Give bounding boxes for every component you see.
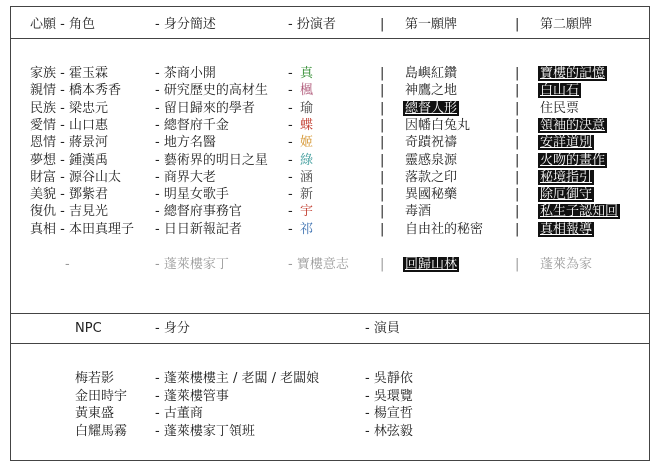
row-separator: |	[380, 135, 385, 151]
row-separator: |	[380, 152, 385, 168]
npc-role: - 蓬萊樓家丁領班	[155, 423, 255, 439]
row-separator: |	[380, 187, 385, 203]
npc-header-actor: - 演員	[365, 321, 400, 336]
row-wish-role: 民族 - 梁忠元	[30, 100, 108, 116]
row-actor: 綠	[300, 152, 314, 168]
row-first-card: 總督人形	[405, 100, 458, 116]
row-second-card: 白山石	[540, 83, 580, 99]
row-separator: |	[515, 135, 520, 151]
row-wish-role: 財富 - 源谷山太	[30, 169, 121, 185]
row-actor: 楓	[300, 83, 314, 99]
row-actor: 新	[300, 187, 314, 203]
row-actor: 祁	[300, 221, 314, 237]
row-wish-role: 恩情 - 蔣景河	[30, 135, 108, 151]
row-actor-dash: -	[288, 169, 293, 185]
row-first-card: 因幡白兔丸	[405, 117, 471, 133]
row-actor-dash: -	[288, 135, 293, 151]
extra-separator: |	[515, 257, 520, 272]
row-first-card: 島嶼紅鑽	[405, 66, 458, 81]
row-identity: - 藝術界的明日之星	[155, 152, 268, 168]
row-second-card: 寶樓的記憶	[540, 66, 606, 81]
row-actor: 宇	[300, 204, 314, 220]
row-identity: - 日日新報記者	[155, 221, 242, 237]
npc-role: - 蓬萊樓管事	[155, 388, 229, 404]
extra-second-card: 蓬萊為家	[540, 257, 593, 272]
row-separator: |	[515, 169, 520, 185]
npc-actor: - 吳環覽	[365, 388, 413, 404]
row-actor-dash: -	[288, 83, 293, 99]
row-identity: - 商界大老	[155, 169, 216, 185]
row-actor-dash: -	[288, 117, 293, 133]
row-second-card: 除厄御守	[540, 187, 593, 203]
row-actor: 蝶	[300, 117, 314, 133]
npc-role: - 蓬萊樓樓主 / 老闆 / 老闆娘	[155, 371, 320, 386]
npc-name: 白耀馬霧	[75, 423, 128, 439]
row-actor: 真	[300, 66, 314, 81]
row-first-card: 異國秘藥	[405, 187, 458, 203]
row-separator: |	[515, 187, 520, 203]
header-first-card: 第一願牌	[405, 17, 458, 32]
row-separator: |	[515, 221, 520, 237]
row-first-card: 落款之印	[405, 169, 458, 185]
npc-header-name: NPC	[75, 321, 102, 336]
row-separator: |	[515, 66, 520, 81]
row-separator: |	[380, 169, 385, 185]
row-separator: |	[515, 100, 520, 116]
npc-header-divider	[11, 343, 649, 344]
row-separator: |	[515, 83, 520, 99]
header-wish-role: 心願 - 角色	[30, 17, 95, 32]
row-separator: |	[380, 204, 385, 220]
row-first-card: 自由社的秘密	[405, 221, 484, 237]
row-separator: |	[515, 117, 520, 133]
extra-separator: |	[380, 257, 385, 272]
extra-first-card: 回歸山林	[405, 257, 458, 272]
row-first-card: 神鷹之地	[405, 83, 458, 99]
row-separator: |	[380, 117, 385, 133]
header-actor: - 扮演者	[288, 17, 336, 32]
row-second-card: 領袖的決意	[540, 117, 606, 133]
row-identity: - 研究歷史的高材生	[155, 83, 268, 99]
npc-name: 黃東盛	[75, 406, 115, 421]
row-actor-dash: -	[288, 100, 293, 116]
row-actor: 瑜	[300, 100, 314, 116]
row-second-card: 火吻的畫作	[540, 152, 606, 168]
header-separator: |	[380, 17, 385, 32]
header-divider	[11, 38, 649, 39]
row-wish-role: 美貌 - 鄧紫君	[30, 187, 108, 203]
row-identity: - 總督府千金	[155, 117, 229, 133]
row-actor-dash: -	[288, 204, 293, 220]
row-actor-dash: -	[288, 66, 293, 81]
row-wish-role: 親情 - 橋本秀香	[30, 83, 121, 99]
row-identity: - 明星女歌手	[155, 187, 229, 203]
row-identity: - 總督府事務官	[155, 204, 242, 220]
section-divider	[11, 313, 649, 314]
npc-actor: - 楊宣哲	[365, 406, 413, 421]
row-wish-role: 復仇 - 吉見光	[30, 204, 108, 220]
row-actor: 涵	[300, 169, 314, 185]
row-separator: |	[380, 83, 385, 99]
row-second-card: 秘境指引	[540, 169, 593, 185]
row-second-card: 私生子認知回	[540, 204, 619, 220]
row-first-card: 奇蹟祝禱	[405, 135, 458, 151]
npc-header-identity: - 身分	[155, 321, 190, 336]
row-wish-role: 愛情 - 山口惠	[30, 117, 108, 133]
row-wish-role: 真相 - 本田真理子	[30, 221, 134, 237]
row-actor-dash: -	[288, 152, 293, 168]
row-first-card: 毒酒	[405, 204, 432, 220]
row-identity: - 留日歸來的學者	[155, 100, 255, 116]
npc-name: 金田時宇	[75, 388, 128, 404]
row-actor: 姬	[300, 135, 314, 151]
row-wish-role: 夢想 - 鍾漢禹	[30, 152, 108, 168]
row-separator: |	[380, 66, 385, 81]
row-wish-role: 家族 - 霍玉霖	[30, 66, 108, 81]
header-identity: - 身分簡述	[155, 17, 216, 32]
extra-dash: -	[65, 257, 70, 272]
npc-name: 梅若影	[75, 371, 115, 386]
row-second-card: 安詳道別	[540, 135, 593, 151]
row-separator: |	[380, 221, 385, 237]
npc-role: - 古董商	[155, 406, 203, 421]
row-separator: |	[515, 152, 520, 168]
row-second-card: 真相報導	[540, 221, 593, 237]
header-second-card: 第二願牌	[540, 17, 593, 32]
row-identity: - 地方名醫	[155, 135, 216, 151]
row-actor-dash: -	[288, 187, 293, 203]
row-separator: |	[380, 100, 385, 116]
row-separator: |	[515, 204, 520, 220]
npc-actor: - 林弦毅	[365, 423, 413, 439]
npc-actor: - 吳靜依	[365, 371, 413, 386]
extra-identity: - 蓬萊樓家丁	[155, 257, 229, 272]
row-first-card: 靈感泉源	[405, 152, 458, 168]
row-actor-dash: -	[288, 221, 293, 237]
header-separator: |	[515, 17, 520, 32]
row-second-card: 住民票	[540, 100, 580, 116]
extra-actor: - 寶樓意志	[288, 257, 349, 272]
row-identity: - 茶商小開	[155, 66, 216, 81]
